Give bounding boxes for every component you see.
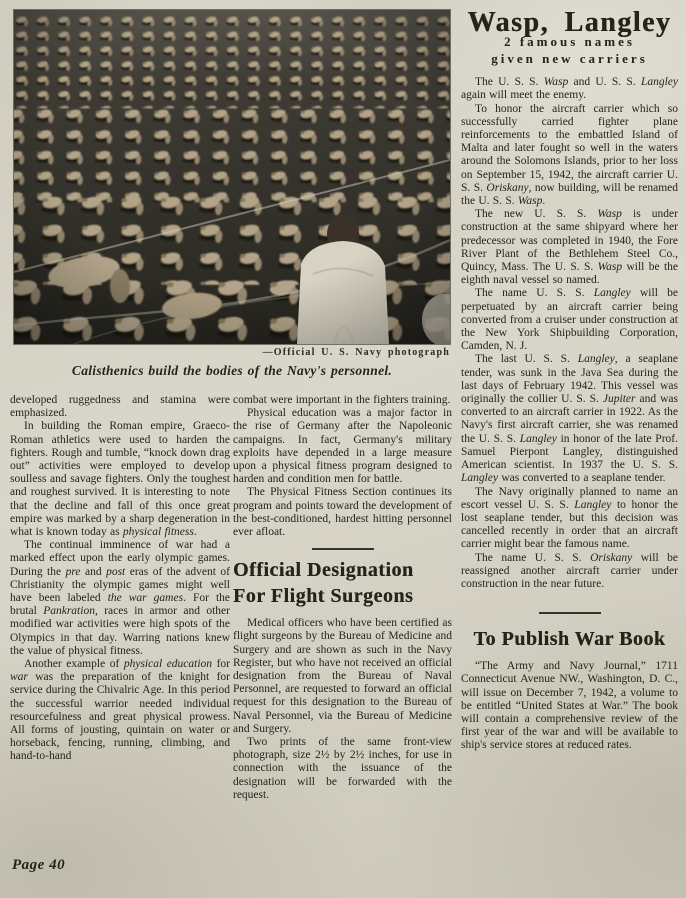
- paragraph: The name U. S. S. Oriskany will be reassigned another aircraft carrier under construction in the near future.: [461, 551, 678, 590]
- paragraph: The name U. S. S. Langley will be perpetuated by an aircraft carrier being converted from a cruiser under construction at the New York Shipbuilding Corporation, Camden, N. J.: [461, 287, 678, 353]
- paragraph: The Physical Fitness Section continues its program and points toward the development of the best-conditioned, hardest hitting personnel ever afloat.: [233, 486, 452, 539]
- article-subhead: [461, 33, 678, 67]
- photo-credit: —Official U. S. Navy photograph: [262, 347, 450, 358]
- paragraph: The Navy originally planned to name an escort vessel U. S. S. Langley to honor the lost seaplane tender, but this decision was cancelled recently in order that an aircraft carrier might bear the famous name.: [461, 485, 678, 551]
- paragraph: developed ruggedness and stamina were emphasized.: [10, 394, 230, 420]
- paragraph: combat were important in the fighters training.: [233, 394, 451, 406]
- flight-surgeons-heading: [233, 557, 452, 609]
- paragraph: In building the Roman empire, Graeco-Roman athletics were used to harden the fighters. Rough and tumble, “knock down drag out” activities were employed to develop soulless and savage fighters. Only the toughest and roughest survived. It is interesting to note that the decline and fall of this once great empire was marked by a sharp degeneration in what is known today as physical fitness.: [10, 420, 230, 539]
- flight-surgeons-heading-line2: For Flight Surgeons: [233, 585, 414, 608]
- paragraph: The new U. S. S. Wasp is under construction at the same shipyard where her predecessor was completed in 1940, the Fore River Plant of the Bethlehem Steel Co., Quincy, Mass. The U. S. S. Wasp will be the eighth naval vessel so named.: [461, 208, 678, 287]
- paragraph: The last U. S. S. Langley, a seaplane tender, was sunk in the Java Sea during the last days of February 1942. This vessel was originally the collier U. S. S. Jupiter and was converted to an aircraft carrier in 1922. As the Navy's first aircraft carrier, she was renamed the U. S. S. Langley in honor of the late Prof. Samuel Pierpont Langley, distinguished American scientist. In 1937 the U. S. S. Langley was converted to a seaplane tender.: [461, 353, 678, 485]
- war-book-paragraphs: [461, 660, 678, 752]
- section-divider: [312, 548, 374, 550]
- paragraph: Another example of physical education for war was the preparation of the knight for service during the Chivalric Age. In this period the successful warrior needed individual resourcefulness and great physical prowess. All forms of jousting, quintain on water or horseback, fencing, running, climbing, and hand-to-hand: [10, 658, 231, 763]
- paragraph: Two prints of the same front-view photograph, size 2½ by 2½ inches, for use in connection with the issuance of the designation will be forwarded with the request.: [233, 736, 452, 801]
- flight-surgeons-heading-line1: Official Designation: [233, 559, 414, 582]
- paragraph: “The Army and Navy Journal,” 1711 Connecticut Avenue NW., Washington, D. C., will issue on December 7, 1942, a volume to be entitled “United States at War.” The book will contain a comprehensive review of the first year of the war and will be available to ship's service stores at reduced rates.: [461, 660, 678, 752]
- calisthenics-photo-graphic: [14, 10, 450, 344]
- flight-surgeons-paragraphs: [233, 617, 452, 802]
- right-column: [461, 6, 678, 753]
- paragraph: Medical officers who have been certified as flight surgeons by the Bureau of Medicine and Surgery and are shown as such in the Navy Register, but who have not received an official designation from the Bureau of Naval Personnel, are requested to forward an official request for this designation to the Bureau of Naval Personnel, via the Bureau of Medicine and Surgery.: [233, 617, 452, 735]
- calisthenics-photo: [14, 10, 450, 344]
- paragraph: The U. S. S. Wasp and U. S. S. Langley again will meet the enemy.: [461, 76, 678, 102]
- war-book-heading: To Publish War Book: [473, 628, 666, 651]
- middle-column-top-paragraphs: [233, 394, 452, 539]
- article-headline: Wasp, Langley: [467, 7, 672, 38]
- paragraph: Physical education was a major factor in the rise of Germany after the Napoleonic campaigns. In fact, Germany's military exploits have depended in a large measure upon a physical fitness program designed to harden and condition men for battle.: [233, 407, 452, 486]
- wasp-langley-paragraphs: [461, 76, 678, 591]
- left-column: [10, 394, 230, 764]
- paragraph: To honor the aircraft carrier which so successfully carried fighter plane reinforcements to the embattled Island of Malta and later fought so well in the waters around the Solomons Islands, prior to her loss on September 15, 1942, the aircraft carrier U. S. S. Oriskany, now building, will be renamed the U. S. S. Wasp.: [461, 102, 678, 208]
- page-number: Page 40: [12, 857, 66, 873]
- paragraph: The continual imminence of war had a marked effect upon the early olympic games. During the pre and post eras of the advent of Christianity the olympic games might well have been labeled the war games. For the brutal Pankration, races in armor and other modified war activities were high spots of the Olympics in that day. Warring nations knew the value of physical fitness.: [10, 539, 230, 657]
- photo-caption: Calisthenics build the bodies of the Navy's personnel.: [71, 363, 393, 378]
- article-subhead-line2: given new carriers: [491, 51, 648, 67]
- middle-column: [233, 394, 452, 802]
- article-subhead-line1: 2 famous names: [504, 34, 635, 50]
- section-divider: [539, 612, 601, 614]
